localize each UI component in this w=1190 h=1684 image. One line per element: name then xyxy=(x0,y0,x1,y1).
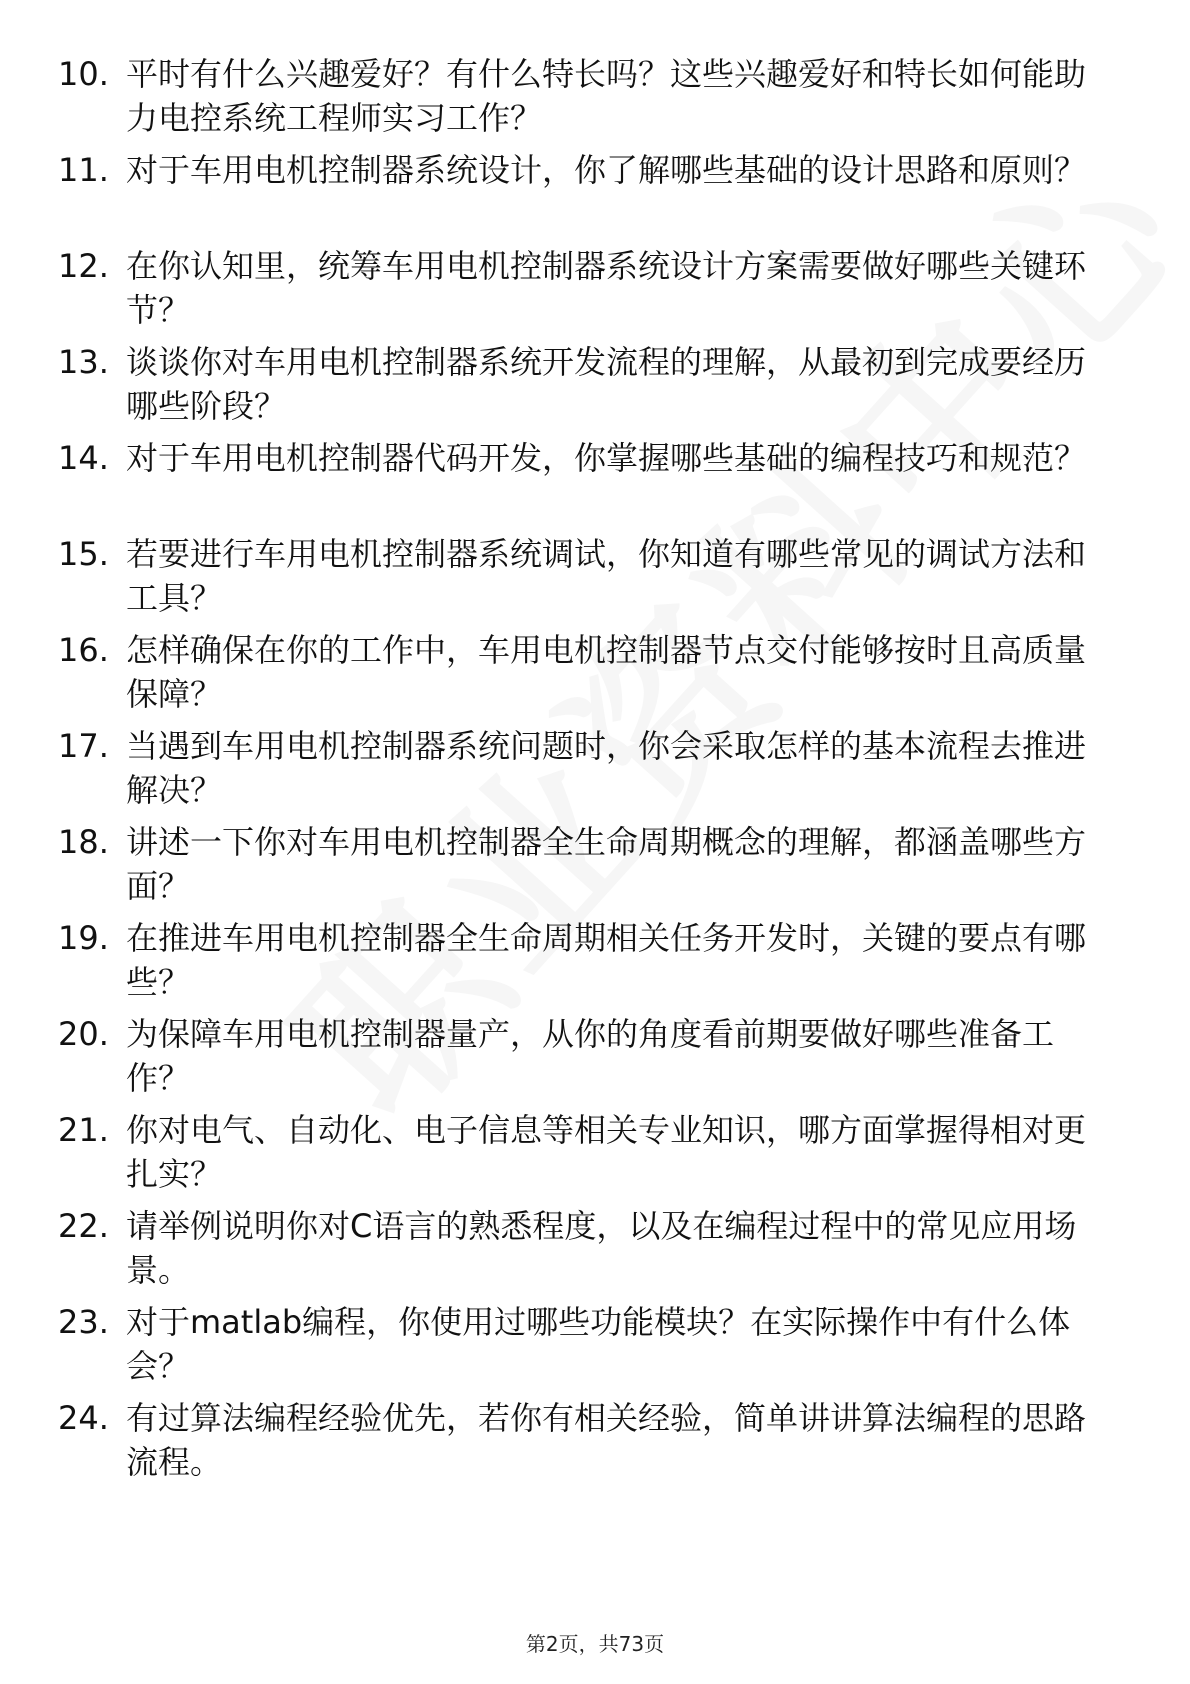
question-number: 18. xyxy=(58,823,109,861)
question-text: 对于车用电机控制器系统设计，你了解哪些基础的设计思路和原则？ xyxy=(126,151,1087,189)
question-number: 16. xyxy=(58,631,109,669)
question-text: 怎样确保在你的工作中，车用电机控制器节点交付能够按时且高质量保障？ xyxy=(126,631,1087,713)
question-number: 12. xyxy=(58,247,109,285)
question-text: 平时有什么兴趣爱好？有什么特长吗？这些兴趣爱好和特长如何能助力电控系统工程师实习工作？ xyxy=(126,55,1087,137)
question-text: 当遇到车用电机控制器系统问题时，你会采取怎样的基本流程去推进解决？ xyxy=(126,727,1087,809)
question-number: 17. xyxy=(58,727,109,765)
question-number: 11. xyxy=(58,151,109,189)
page-number-label: 第2页，共73页 xyxy=(525,1632,665,1656)
question-text: 对于车用电机控制器代码开发，你掌握哪些基础的编程技巧和规范？ xyxy=(126,439,1087,477)
question-text: 有过算法编程经验优先，若你有相关经验，简单讲讲算法编程的思路流程。 xyxy=(126,1399,1087,1481)
question-number: 10. xyxy=(58,55,109,93)
question-text: 你对电气、自动化、电子信息等相关专业知识，哪方面掌握得相对更扎实？ xyxy=(126,1111,1087,1193)
page-footer xyxy=(0,1628,1190,1657)
question-number: 15. xyxy=(58,535,109,573)
question-text: 在推进车用电机控制器全生命周期相关任务开发时，关键的要点有哪些？ xyxy=(126,919,1087,1001)
question-text: 在你认知里，统筹车用电机控制器系统设计方案需要做好哪些关键环节？ xyxy=(126,247,1087,329)
question-number: 13. xyxy=(58,343,109,381)
question-number: 19. xyxy=(58,919,109,957)
question-text: 请举例说明你对C语言的熟悉程度，以及在编程过程中的常见应用场景。 xyxy=(126,1207,1077,1289)
question-number: 23. xyxy=(58,1303,109,1341)
question-number: 24. xyxy=(58,1399,109,1437)
question-text: 若要进行车用电机控制器系统调试，你知道有哪些常见的调试方法和工具？ xyxy=(126,535,1087,617)
question-number: 21. xyxy=(58,1111,109,1149)
question-number: 14. xyxy=(58,439,109,477)
question-number: 22. xyxy=(58,1207,109,1245)
question-text: 对于matlab编程，你使用过哪些功能模块？在实际操作中有什么体会？ xyxy=(126,1303,1071,1385)
question-text: 谈谈你对车用电机控制器系统开发流程的理解，从最初到完成要经历哪些阶段？ xyxy=(126,343,1087,425)
question-number: 20. xyxy=(58,1015,109,1053)
question-text: 为保障车用电机控制器量产，从你的角度看前期要做好哪些准备工作？ xyxy=(126,1015,1055,1097)
question-text: 讲述一下你对车用电机控制器全生命周期概念的理解，都涵盖哪些方面？ xyxy=(126,823,1087,905)
